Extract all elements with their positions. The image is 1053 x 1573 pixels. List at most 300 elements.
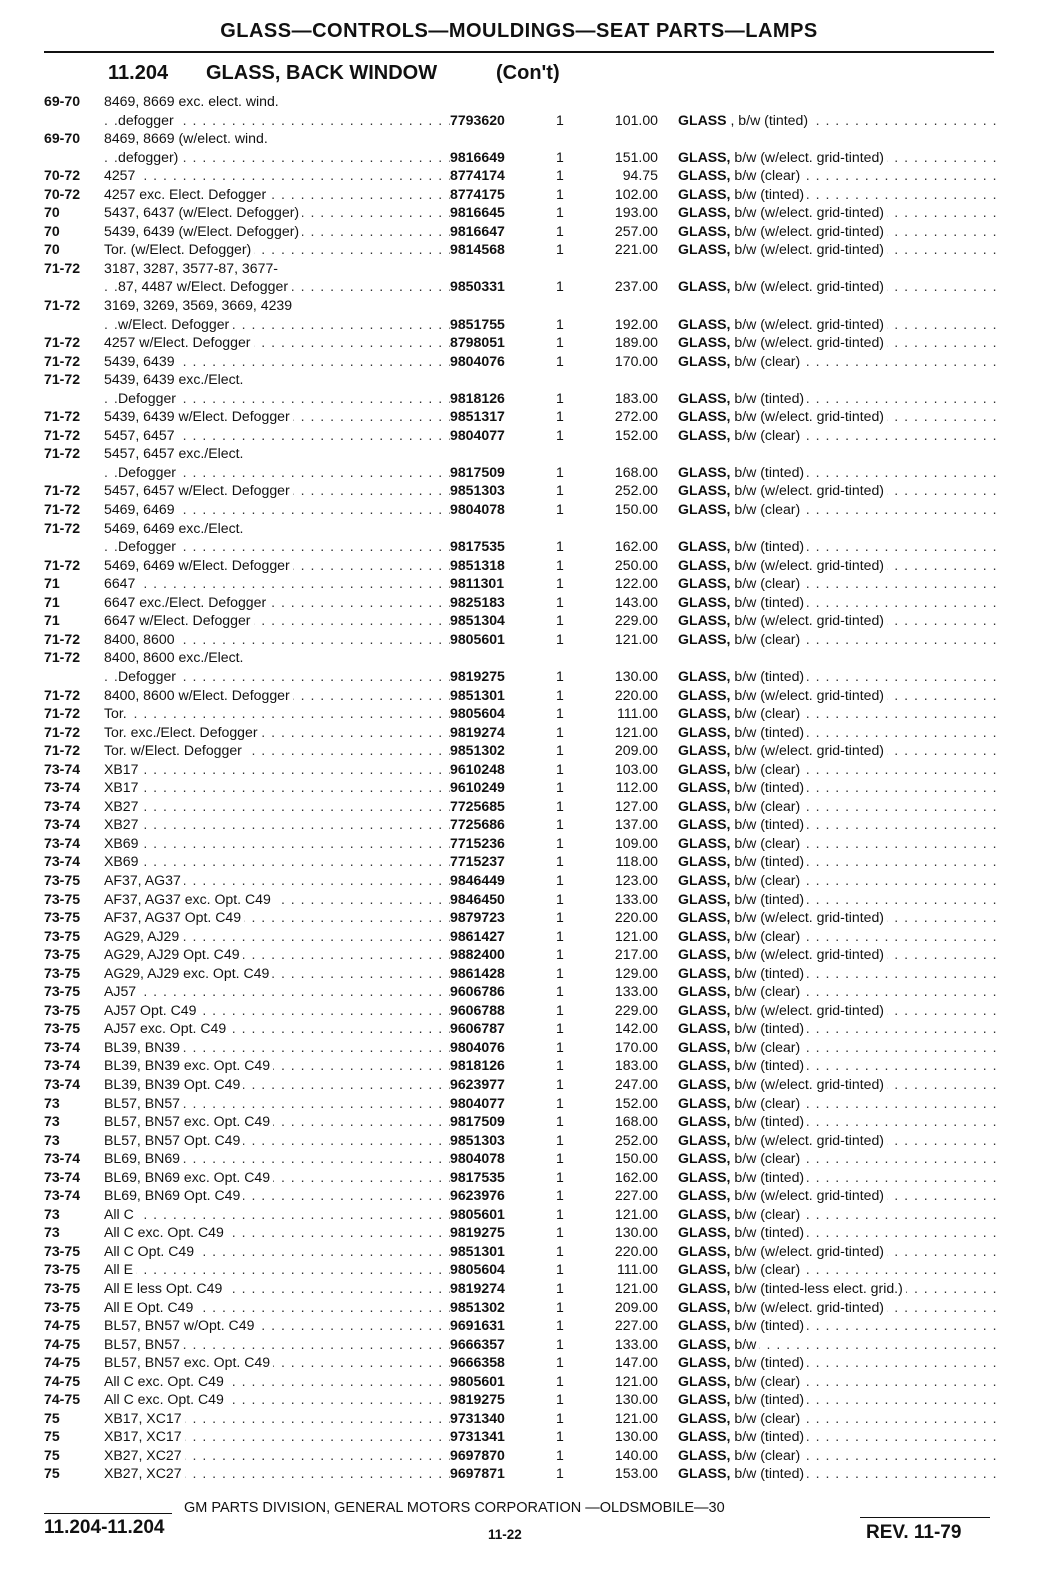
model-description (104, 1335, 450, 1354)
quantity: 1 (556, 501, 564, 518)
part-description (678, 723, 999, 742)
model-text: BL57, BN57 Opt. C49 (104, 1132, 243, 1148)
column-gap (658, 1427, 678, 1446)
quantity: 1 (556, 1261, 564, 1278)
description-bold: GLASS, (678, 853, 731, 870)
table-row (44, 1001, 999, 1020)
description-detail: b/w (clear) (730, 927, 801, 944)
price (594, 519, 658, 538)
model-description (104, 111, 450, 130)
model-year: 71-72 (44, 352, 81, 369)
description-text (678, 445, 681, 461)
part-number (450, 296, 556, 315)
description-bold: GLASS, (678, 630, 731, 647)
model-description (104, 1260, 450, 1279)
description-detail: b/w (tinted) (730, 463, 805, 480)
model-year (44, 389, 104, 408)
part-description (678, 630, 999, 649)
column-gap (658, 1353, 678, 1372)
part-description (678, 185, 999, 204)
model-year: 71-72 (44, 297, 81, 314)
price: 121.00 (614, 1372, 658, 1389)
column-gap (658, 667, 678, 686)
table-row (44, 556, 999, 575)
model-description (104, 686, 450, 705)
part-number: 9851301 (450, 686, 505, 703)
model-text: BL57, BN57 exc. Opt. C49 (104, 1354, 273, 1370)
column-gap (658, 574, 678, 593)
part-number: 9805604 (450, 705, 505, 722)
description-detail: b/w (clear) (730, 501, 801, 518)
model-text: All E (104, 1261, 136, 1277)
description-detail: b/w (w/elect. grid-tinted) (730, 408, 884, 425)
table-row (44, 927, 999, 946)
quantity: 1 (556, 834, 564, 851)
part-description (678, 648, 999, 667)
description-bold: GLASS, (678, 1261, 731, 1278)
description-detail: b/w (tinted) (730, 1428, 805, 1445)
description-text (678, 371, 681, 387)
column-gap (658, 92, 678, 111)
model-description (104, 1223, 450, 1242)
description-bold: GLASS, (678, 760, 731, 777)
column-gap (658, 185, 678, 204)
model-year (44, 667, 104, 686)
table-row (44, 982, 999, 1001)
description-detail: b/w (clear) (730, 1094, 801, 1111)
quantity: 1 (556, 1354, 564, 1371)
description-detail: b/w (w/elect. grid-tinted) (730, 334, 884, 351)
description-text (678, 1206, 803, 1222)
model-text: Defogger (118, 464, 179, 480)
price: 121.00 (614, 1280, 658, 1296)
price: 109.00 (614, 834, 658, 851)
description-text (678, 1428, 807, 1444)
description-text (678, 891, 807, 907)
description-bold: GLASS, (678, 1113, 731, 1130)
part-number: 9804076 (450, 1038, 505, 1055)
price: 118.00 (615, 853, 658, 870)
price: 129.00 (614, 964, 658, 981)
description-text (678, 724, 807, 740)
model-text: Tor. (104, 705, 130, 721)
model-year: 71 (44, 593, 60, 610)
model-year: 74-75 (44, 1354, 81, 1371)
price: 103.00 (614, 760, 658, 777)
model-text: 4257 (104, 167, 138, 183)
description-bold: GLASS, (678, 946, 731, 963)
table-row (44, 723, 999, 742)
price: 209.00 (614, 1298, 658, 1315)
part-description (678, 407, 999, 426)
description-bold: GLASS, (678, 1372, 731, 1389)
column-gap (658, 648, 678, 667)
model-text: w/Elect. Defogger (118, 316, 232, 332)
price: 94.75 (622, 167, 658, 184)
column-gap (658, 1279, 678, 1298)
model-year (44, 463, 104, 482)
column-gap (658, 778, 678, 797)
description-bold: GLASS, (678, 1075, 731, 1092)
model-description (104, 630, 450, 649)
column-gap (658, 741, 678, 760)
price: 147.00 (614, 1354, 658, 1371)
description-detail: b/w (w/elect. grid-tinted) (730, 241, 884, 258)
description-bold: GLASS, (678, 315, 731, 332)
description-detail: b/w (clear) (730, 1372, 801, 1389)
table-row (44, 815, 999, 834)
model-description (104, 333, 450, 352)
part-description (678, 519, 999, 538)
part-number: 9606788 (450, 1001, 505, 1018)
model-description (104, 407, 450, 426)
description-detail: b/w (w/elect. grid-tinted) (730, 222, 884, 239)
part-description (678, 1446, 999, 1465)
model-year: 71-72 (44, 686, 81, 703)
model-description (104, 1131, 450, 1150)
quantity: 1 (556, 686, 564, 703)
description-detail: b/w (clear) (730, 834, 801, 851)
quantity: 1 (556, 1038, 564, 1055)
description-detail: b/w (w/elect. grid-tinted) (730, 946, 884, 963)
table-row (44, 1112, 999, 1131)
price: 247.00 (614, 1075, 658, 1092)
table-row (44, 704, 999, 723)
quantity: 1 (556, 482, 564, 499)
model-description (104, 537, 450, 556)
column-gap (658, 723, 678, 742)
price (594, 648, 658, 667)
price (594, 92, 658, 111)
description-text (678, 112, 811, 128)
column-gap (658, 1056, 678, 1075)
model-description (104, 1038, 450, 1057)
price: 220.00 (614, 1242, 658, 1259)
model-description (104, 185, 450, 204)
description-text (678, 1373, 803, 1389)
description-bold: GLASS, (678, 501, 731, 518)
description-text (678, 668, 807, 684)
price: 130.00 (614, 667, 658, 684)
part-number: 8774175 (450, 185, 505, 202)
part-number: 8798051 (450, 334, 505, 351)
part-number: 9819274 (450, 723, 505, 740)
quantity: 1 (556, 797, 564, 814)
table-row (44, 686, 999, 705)
model-text: XB17, XC17 (104, 1428, 185, 1444)
price: 227.00 (614, 1317, 658, 1334)
model-year (44, 315, 104, 334)
description-text (678, 223, 887, 239)
quantity: 1 (556, 1075, 564, 1092)
part-number: 9666358 (450, 1354, 505, 1371)
part-description (678, 92, 999, 111)
model-description (104, 1427, 450, 1446)
price: 252.00 (614, 482, 658, 499)
description-text (678, 705, 803, 721)
model-text: BL39, BN39 Opt. C49 (104, 1076, 243, 1092)
column-gap (658, 1316, 678, 1335)
part-description (678, 871, 999, 890)
model-year: 73-75 (44, 927, 81, 944)
part-description (678, 1019, 999, 1038)
description-detail: b/w (w/elect. grid-tinted) (730, 1001, 884, 1018)
part-number: 7793620 (450, 111, 505, 128)
description-detail: b/w (tinted) (730, 389, 805, 406)
model-description (104, 908, 450, 927)
part-number: 9851303 (450, 1131, 505, 1148)
price: 121.00 (614, 723, 658, 740)
footer-page-number: 11-22 (488, 1527, 522, 1542)
model-year: 73-74 (44, 1168, 81, 1185)
model-year: 75 (44, 1409, 60, 1426)
part-number: 9804077 (450, 426, 505, 443)
model-text: 8400, 8600 exc./Elect. (104, 649, 246, 665)
model-description (104, 1001, 450, 1020)
description-bold: GLASS, (678, 779, 731, 796)
price (594, 296, 658, 315)
table-row (44, 407, 999, 426)
description-text (678, 520, 681, 536)
column-gap (658, 1260, 678, 1279)
model-description (104, 389, 450, 408)
price: 121.00 (614, 1205, 658, 1222)
model-year: 73 (44, 1113, 60, 1130)
description-detail: b/w (clear) (730, 1205, 801, 1222)
quantity: 1 (556, 612, 564, 629)
model-description (104, 1390, 450, 1409)
page-header: GLASS—CONTROLS—MOULDINGS—SEAT PARTS—LAMPS (220, 20, 818, 42)
column-gap (658, 852, 678, 871)
part-description (678, 333, 999, 352)
price: 133.00 (614, 890, 658, 907)
quantity: 1 (556, 964, 564, 981)
model-year: 73-75 (44, 1298, 81, 1315)
model-year: 71-72 (44, 501, 81, 518)
quantity: 1 (556, 1224, 564, 1241)
description-detail: b/w (clear) (730, 167, 801, 184)
column-gap (658, 370, 678, 389)
description-detail: b/w (clear) (730, 1150, 801, 1167)
price: 237.00 (614, 278, 658, 295)
model-year: 73 (44, 1205, 60, 1222)
description-bold: GLASS, (678, 1280, 731, 1296)
description-text (678, 965, 807, 981)
model-year: 74-75 (44, 1372, 81, 1389)
part-number: 9846449 (450, 871, 505, 888)
model-description (104, 852, 450, 871)
quantity: 1 (556, 1280, 564, 1296)
description-text (678, 1243, 887, 1259)
quantity: 1 (556, 315, 564, 332)
description-detail: b/w (tinted) (730, 538, 805, 555)
model-year: 71-72 (44, 334, 81, 351)
model-description (104, 1075, 450, 1094)
column-gap (658, 1390, 678, 1409)
model-text: BL39, BN39 exc. Opt. C49 (104, 1057, 273, 1073)
model-year: 73-75 (44, 946, 81, 963)
model-description (104, 296, 450, 315)
part-number (450, 92, 556, 111)
column-gap (658, 203, 678, 222)
part-number: 9851301 (450, 1242, 505, 1259)
price: 151.00 (614, 148, 658, 165)
part-description (678, 370, 999, 389)
description-text (678, 779, 807, 795)
description-bold: GLASS, (678, 1354, 731, 1371)
description-detail: b/w (clear) (730, 797, 801, 814)
description-detail: b/w (clear) (730, 1446, 801, 1463)
description-detail: b/w (tinted) (730, 723, 805, 740)
price: 121.00 (614, 630, 658, 647)
price: 221.00 (614, 241, 658, 258)
table-row (44, 148, 999, 167)
table-row (44, 1446, 999, 1465)
description-detail: b/w (tinted) (730, 816, 805, 833)
model-text: BL57, BN57 exc. Opt. C49 (104, 1113, 273, 1129)
model-description (104, 315, 450, 334)
table-row (44, 277, 999, 296)
description-text (678, 167, 803, 183)
description-text (678, 1057, 807, 1073)
part-description (678, 203, 999, 222)
description-detail: b/w (clear) (730, 426, 801, 443)
model-year: 75 (44, 1465, 60, 1482)
model-text: XB17 (104, 761, 141, 777)
model-text: Tor. exc./Elect. Defogger (104, 724, 261, 740)
description-bold: GLASS, (678, 167, 731, 184)
part-description (678, 815, 999, 834)
column-gap (658, 1094, 678, 1113)
column-gap (658, 1205, 678, 1224)
description-text (678, 1447, 803, 1463)
description-bold: GLASS, (678, 686, 731, 703)
part-description (678, 945, 999, 964)
description-bold: GLASS, (678, 426, 731, 443)
table-row (44, 389, 999, 408)
part-number: 9817509 (450, 463, 505, 480)
column-gap (658, 908, 678, 927)
column-gap (658, 1223, 678, 1242)
table-row (44, 166, 999, 185)
description-detail: b/w (tinted) (730, 1168, 805, 1185)
table-row (44, 370, 999, 389)
model-text: All E Opt. C49 (104, 1299, 196, 1315)
table-row (44, 185, 999, 204)
price: 111.00 (616, 705, 658, 722)
description-text (678, 1076, 887, 1092)
model-text: AJ57 exc. Opt. C49 (104, 1020, 229, 1036)
price: 220.00 (614, 686, 658, 703)
column-gap (658, 982, 678, 1001)
description-text (678, 1224, 807, 1240)
table-row (44, 1205, 999, 1224)
column-gap (658, 1131, 678, 1150)
quantity: 1 (556, 1187, 564, 1204)
part-number: 9861428 (450, 964, 505, 981)
part-description (678, 537, 999, 556)
column-gap (658, 630, 678, 649)
quantity (556, 92, 594, 111)
part-description (678, 1168, 999, 1187)
table-row (44, 352, 999, 371)
part-number: 9851755 (450, 315, 505, 332)
table-row (44, 1298, 999, 1317)
model-text: AJ57 Opt. C49 (104, 1002, 199, 1018)
description-bold: GLASS, (678, 1465, 731, 1482)
model-text: BL57, BN57 w/Opt. C49 (104, 1317, 257, 1333)
description-detail: b/w (w/elect. grid-tinted) (730, 315, 884, 332)
table-row (44, 611, 999, 630)
model-year: 73-74 (44, 1187, 81, 1204)
table-row (44, 296, 999, 315)
description-bold: GLASS, (678, 612, 731, 629)
description-text (678, 594, 807, 610)
model-description (104, 426, 450, 445)
quantity: 1 (556, 1001, 564, 1018)
footer-division: GM PARTS DIVISION, GENERAL MOTORS CORPORATION —OLDSMOBILE—30 (184, 1500, 725, 1516)
part-description (678, 890, 999, 909)
column-gap (658, 222, 678, 241)
part-number: 9816647 (450, 222, 505, 239)
model-text: 5469, 6469 exc./Elect. (104, 520, 246, 536)
price: 127.00 (614, 797, 658, 814)
quantity (556, 129, 594, 148)
description-text (678, 1299, 887, 1315)
parts-table (44, 92, 999, 1483)
table-row (44, 315, 999, 334)
table-row (44, 1075, 999, 1094)
model-text: XB27 (104, 816, 141, 832)
model-text: Defogger (118, 390, 179, 406)
part-number: 9814568 (450, 241, 505, 258)
model-text: 5457, 6457 exc./Elect. (104, 445, 246, 461)
quantity: 1 (556, 890, 564, 907)
description-text (678, 149, 887, 165)
part-description (678, 463, 999, 482)
description-text (678, 798, 803, 814)
part-number: 9851302 (450, 1298, 505, 1315)
description-text (678, 1336, 759, 1352)
description-detail: b/w (tinted-less elect. grid.) (730, 1280, 903, 1296)
model-text: 3187, 3287, 3577-87, 3677- (104, 260, 281, 276)
column-gap (658, 797, 678, 816)
column-gap (658, 1409, 678, 1428)
description-bold: GLASS, (678, 556, 731, 573)
description-bold: GLASS, (678, 983, 731, 1000)
quantity: 1 (556, 1168, 564, 1185)
description-detail: b/w (w/elect. grid-tinted) (730, 1187, 884, 1204)
model-description (104, 704, 450, 723)
description-text (678, 575, 803, 591)
quantity: 1 (556, 334, 564, 351)
model-text: 3169, 3269, 3569, 3669, 4239 (104, 297, 295, 313)
section-continued: (Con't) (496, 62, 560, 84)
part-description (678, 964, 999, 983)
part-number: 9804078 (450, 1150, 505, 1167)
table-row (44, 259, 999, 278)
description-bold: GLASS, (678, 834, 731, 851)
part-number (450, 648, 556, 667)
model-year: 71-72 (44, 259, 81, 276)
quantity: 1 (556, 241, 564, 258)
quantity (556, 370, 594, 389)
description-text (678, 186, 807, 202)
description-bold: GLASS, (678, 816, 731, 833)
model-description (104, 259, 450, 278)
part-number: 9817535 (450, 538, 505, 555)
description-bold: GLASS, (678, 1038, 731, 1055)
